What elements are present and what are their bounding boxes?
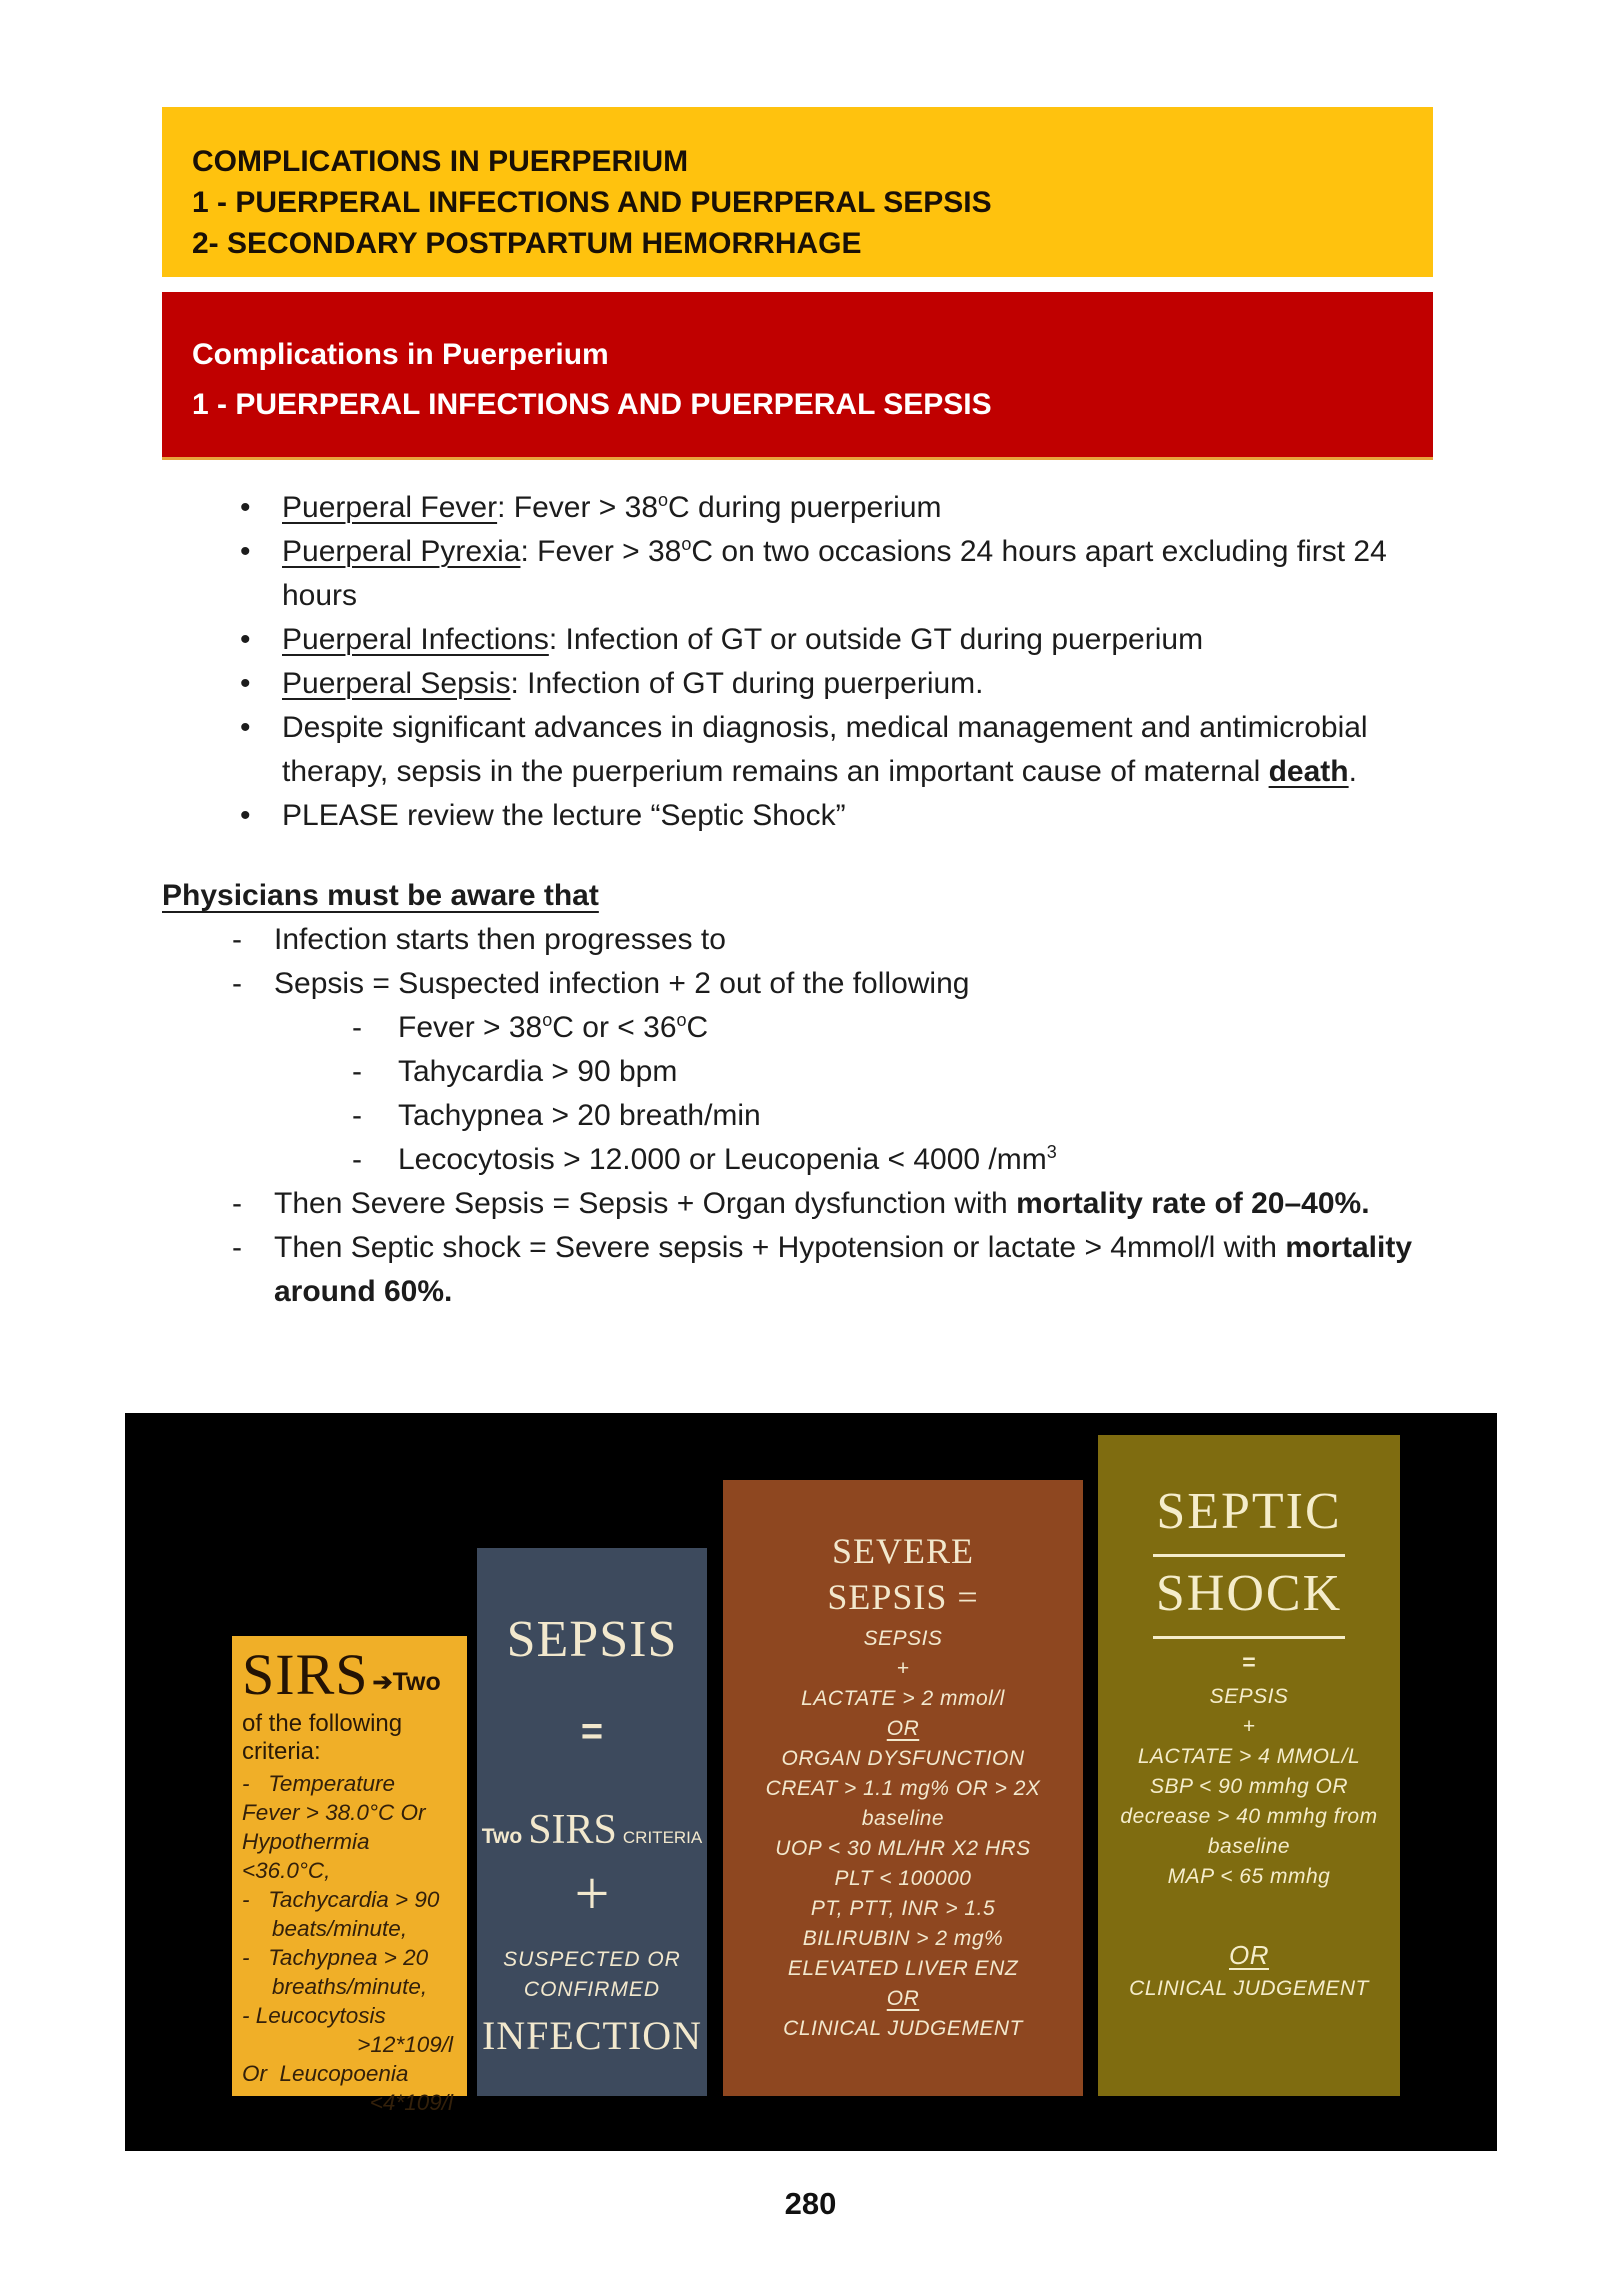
list-marker: •	[240, 711, 251, 744]
diagram-line: SEPSIS	[863, 1627, 943, 1650]
list-marker: •	[240, 667, 251, 700]
text-segment: 3	[1046, 1142, 1057, 1162]
text-segment: : Infection of GT or outside GT during puerperium	[548, 623, 1204, 656]
sepsis-criteria-row	[477, 1806, 707, 1854]
sub-dash-list	[274, 1006, 1464, 1182]
section-line: Complications in Puerperium	[192, 338, 609, 371]
list-marker: •	[240, 623, 251, 656]
diagram-line: CREAT > 1.1 mg% OR > 2X baseline	[765, 1777, 1041, 1830]
septic-title-line: SHOCK	[1098, 1557, 1400, 1639]
diagram-line: ELEVATED LIVER ENZ	[787, 1957, 1019, 1980]
list-marker: -	[352, 1055, 362, 1088]
text-segment: : Fever > 38	[497, 491, 659, 524]
text-segment: Infection starts then progresses to	[274, 923, 726, 956]
list-marker: •	[240, 491, 251, 524]
severe-sepsis-box	[723, 1480, 1083, 2096]
list-item	[240, 530, 1464, 618]
equals-sign: =	[580, 1711, 604, 1753]
diagram-line: - Tachycardia > 90	[242, 1887, 440, 1912]
list-marker: •	[240, 535, 251, 568]
diagram-line: - Temperature	[242, 1771, 395, 1796]
text-segment: Fever > 38	[398, 1011, 543, 1044]
text-segment: mortality rate of 20–40%.	[1016, 1187, 1370, 1220]
text-segment: mortality around 60%.	[274, 1231, 1413, 1308]
text-segment: Then Septic shock = Severe sepsis + Hypotension or lactate > 4mmol/l with	[274, 1231, 1286, 1264]
sepsis-title: SEPSIS	[506, 1611, 678, 1668]
list-item-text	[398, 1050, 1464, 1094]
sirs-title: SIRS	[242, 1642, 369, 1707]
diagram-line: OR	[886, 1987, 920, 2010]
list-item	[232, 918, 1464, 962]
text-segment: o	[658, 490, 669, 510]
list-item	[240, 618, 1464, 662]
sepsis-progression-diagram	[125, 1413, 1497, 2151]
title-line: 2- SECONDARY POSTPARTUM HEMORRHAGE	[192, 227, 862, 260]
criteria-label: CRITERIA	[622, 1828, 703, 1847]
diagram-line: <36.0°C,	[242, 1858, 331, 1883]
diagram-line: BILIRUBIN > 2 mg%	[802, 1927, 1004, 1950]
text-segment: C or < 36	[552, 1011, 677, 1044]
sirs-two-label: Two	[392, 1667, 441, 1696]
list-item-text	[282, 794, 1464, 838]
list-item-text	[274, 962, 1464, 1182]
diagram-line: SBP < 90 mmhg OR	[1149, 1775, 1349, 1798]
sirs-lines	[242, 1769, 457, 2117]
right-arrow-icon: ➔	[372, 1668, 393, 1696]
list-item-text	[398, 1006, 1464, 1050]
list-item-text	[282, 662, 1464, 706]
text-segment: Tahycardia > 90 bpm	[398, 1055, 678, 1088]
diagram-line: Fever > 38.0°C Or	[242, 1800, 426, 1825]
text-segment: o	[542, 1010, 553, 1030]
diagram-line: decrease > 40 mmhg from	[1120, 1805, 1378, 1828]
text-segment: Puerperal Infections	[282, 623, 549, 656]
diagram-line: Or Leucopoenia	[242, 2061, 409, 2086]
text-segment: .	[1348, 755, 1357, 788]
list-item	[240, 486, 1464, 530]
text-segment: Despite significant advances in diagnosis, medical management and antimicrobial therapy, sepsis in the puerperium remains an important cause of maternal	[282, 711, 1368, 788]
text-segment: PLEASE review the lecture “Septic Shock”	[282, 799, 846, 832]
text-segment: death	[1268, 755, 1349, 788]
list-item	[240, 662, 1464, 706]
septic-shock-title	[1098, 1475, 1400, 1639]
list-item	[232, 1182, 1464, 1226]
diagram-line: baseline	[1207, 1835, 1291, 1858]
text-segment: Puerperal Sepsis	[282, 667, 511, 700]
diagram-line: LACTATE > 2 mmol/l	[801, 1687, 1005, 1710]
list-item	[240, 794, 1464, 838]
diagram-line: ORGAN DYSFUNCTION	[781, 1747, 1025, 1770]
list-item-text	[274, 1182, 1464, 1226]
diagram-line: >12*109/l	[357, 2032, 453, 2057]
diagram-line: +	[896, 1657, 910, 1680]
diagram-line: CLINICAL JUDGEMENT	[783, 2017, 1023, 2040]
septic-title-line: SEPTIC	[1098, 1475, 1400, 1557]
text-segment: : Infection of GT during puerperium.	[510, 667, 984, 700]
list-item-text	[282, 618, 1464, 662]
intro-bullet-list	[162, 486, 1464, 838]
diagram-line: UOP < 30 ML/HR X2 HRS	[775, 1837, 1031, 1860]
diagram-line: SEPSIS	[1209, 1685, 1289, 1708]
sirs-label: SIRS	[528, 1807, 617, 1853]
diagram-line: PLT < 100000	[834, 1867, 972, 1890]
list-item-text	[282, 706, 1464, 794]
list-item-text	[282, 486, 1464, 530]
list-marker: -	[352, 1011, 362, 1044]
diagram-line: breaths/minute,	[272, 1974, 428, 1999]
suspected-label: SUSPECTED OR	[503, 1948, 681, 1971]
severe-title-line: SEPSIS =	[827, 1577, 979, 1617]
sirs-title-row	[242, 1644, 457, 1706]
text-segment: Sepsis = Suspected infection + 2 out of the following	[274, 967, 970, 1000]
diagram-line: <4*109/l	[369, 2090, 453, 2115]
list-item	[240, 706, 1464, 794]
list-marker: -	[232, 967, 242, 1000]
list-item	[352, 1094, 1464, 1138]
list-marker: -	[232, 923, 242, 956]
equals-sign: =	[1242, 1649, 1256, 1675]
section-line: 1 - PUERPERAL INFECTIONS AND PUERPERAL SEPSIS	[192, 388, 992, 421]
diagram-line: LACTATE > 4 MMOL/L	[1137, 1745, 1361, 1768]
diagram-line: - Tachypnea > 20	[242, 1945, 429, 1970]
text-segment: o	[681, 534, 692, 554]
sirs-intro: of the following criteria:	[242, 1710, 403, 1765]
list-item	[232, 1226, 1464, 1314]
diagram-line: Hypothermia	[242, 1829, 370, 1854]
diagram-line: beats/minute,	[272, 1916, 408, 1941]
body-text	[162, 486, 1464, 1314]
text-segment: o	[676, 1010, 687, 1030]
list-marker: -	[352, 1099, 362, 1132]
list-item-text	[282, 530, 1464, 618]
diagram-line	[1098, 1892, 1400, 1936]
list-marker: •	[240, 799, 251, 832]
list-item	[352, 1138, 1464, 1182]
diagram-line: CLINICAL JUDGEMENT	[1129, 1977, 1369, 2000]
list-marker: -	[232, 1187, 242, 1220]
text-segment: C	[686, 1011, 709, 1044]
diagram-line: OR	[886, 1717, 920, 1740]
section-banner	[162, 292, 1433, 460]
diagram-line: PT, PTT, INR > 1.5	[810, 1897, 996, 1920]
text-segment: Lecocytosis > 12.000 or Leucopenia < 4000 /mm	[398, 1143, 1047, 1176]
text-segment: : Fever > 38	[520, 535, 682, 568]
list-item-text	[274, 918, 1464, 962]
list-item	[352, 1006, 1464, 1050]
text-segment: Puerperal Fever	[282, 491, 498, 524]
text-segment: Tachypnea > 20 breath/min	[398, 1099, 761, 1132]
sepsis-box	[477, 1548, 707, 2096]
text-segment: Then Severe Sepsis = Sepsis + Organ dysfunction with	[274, 1187, 1017, 1220]
list-marker: -	[232, 1231, 242, 1264]
text-segment: Puerperal Pyrexia	[282, 535, 521, 568]
severe-sepsis-title	[723, 1528, 1083, 1620]
diagram-line: +	[1242, 1715, 1256, 1738]
dash-list	[162, 918, 1464, 1314]
title-banner	[162, 107, 1433, 277]
list-marker: -	[352, 1143, 362, 1176]
septic-shock-box	[1098, 1435, 1400, 2096]
aware-heading	[162, 874, 1464, 918]
septic-lines	[1098, 1682, 1400, 2004]
list-item	[232, 962, 1464, 1182]
two-label: Two	[481, 1825, 523, 1848]
list-item-text	[398, 1094, 1464, 1138]
severe-lines	[723, 1624, 1083, 2044]
text-segment: Physicians must be aware that	[162, 879, 599, 912]
severe-title-line: SEVERE	[831, 1531, 974, 1571]
text-segment: C on two occasions 24 hours apart excluding first 24 hours	[282, 535, 1387, 612]
sirs-box	[232, 1636, 467, 2115]
diagram-line: OR	[1229, 1940, 1269, 1970]
diagram-line: - Leucocytosis	[242, 2003, 386, 2028]
infection-label: INFECTION	[481, 2013, 703, 2058]
list-item-text	[398, 1138, 1464, 1182]
plus-sign: +	[574, 1860, 610, 1928]
list-item	[352, 1050, 1464, 1094]
confirmed-label: CONFIRMED	[523, 1978, 661, 2001]
title-line: 1 - PUERPERAL INFECTIONS AND PUERPERAL SEPSIS	[192, 186, 992, 219]
page-number: 280	[784, 2186, 837, 2221]
title-line: COMPLICATIONS IN PUERPERIUM	[192, 145, 689, 178]
diagram-line: MAP < 65 mmhg	[1167, 1865, 1331, 1888]
list-item-text	[274, 1226, 1464, 1314]
text-segment: C during puerperium	[668, 491, 942, 524]
